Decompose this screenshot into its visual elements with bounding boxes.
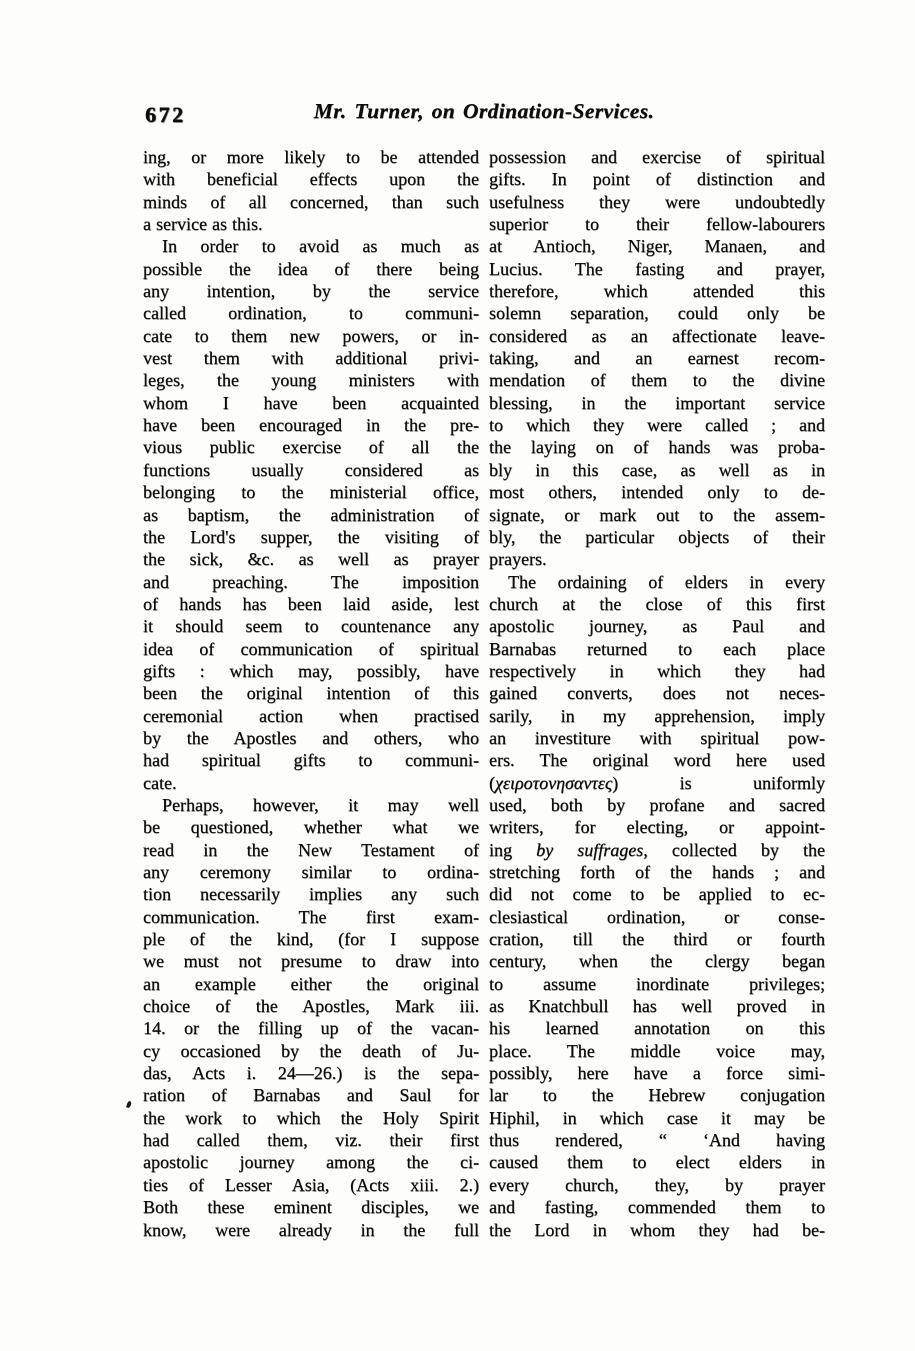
text-line: functions usually considered as [143,459,479,480]
text-line: belonging to the ministerial office, [143,482,479,503]
text-line: caused them to elect elders in [489,1152,825,1173]
text-line: as Knatchbull has well proved in [489,996,825,1017]
text-line: therefore, which attended this [489,281,825,302]
text-line: stretching forth of the hands ; and [489,862,825,882]
text-line: with beneficial effects upon the [143,169,479,190]
text-line: usefulness they were undoubtedly [489,191,825,212]
page-number: 672 [145,102,186,127]
text-line: signate, or mark out to the assem- [489,504,825,525]
text-line: the sick, &c. as well as prayer [143,549,479,570]
text-line: sarily, in my apprehension, imply [489,705,825,726]
text-line: any intention, by the service [143,281,479,302]
text-line: his learned annotation on this [489,1018,825,1039]
text-line: we must not presume to draw into [143,951,479,972]
text-line: possible the idea of there being [143,258,479,279]
text-line: Hiphil, in which case it may be [489,1107,825,1128]
text-line: a service as this. [143,214,263,235]
text-line: by the Apostles and others, who [143,727,479,748]
text-line: taking, and an earnest recom- [489,348,825,369]
text-line: thus rendered, “ ‘And having [489,1130,825,1151]
text-line: Lucius. The fasting and prayer, [489,258,825,279]
text-line: ing, or more likely to be attended [143,147,479,167]
text-line: know, were already in the full [143,1219,479,1240]
text-line: minds of all concerned, than such [143,191,479,212]
text-line: solemn separation, could only be [489,303,825,324]
text-line: ing by suffrages, collected by the [489,839,825,860]
text-line: ration of Barnabas and Saul for [143,1085,479,1106]
text-line: an example either the original [143,973,479,994]
text-line: Both these eminent disciples, we [143,1197,479,1218]
text-line: prayers. [489,549,547,570]
text-line: lar to the Hebrew conjugation [489,1085,825,1106]
text-line: idea of communication of spiritual [143,638,479,659]
text-line: be questioned, whether what we [143,817,479,838]
text-line: ties of Lesser Asia, (Acts xiii. 2.) [143,1174,479,1195]
text-line: and preaching. The imposition [143,571,479,592]
text-line: gained converts, does not neces- [489,683,825,704]
text-line: gifts : which may, possibly, have [143,660,479,681]
text-line: the Lord in whom they had be- [489,1219,825,1240]
text-line: mendation of them to the divine [489,370,825,391]
text-line: clesiastical ordination, or conse- [489,906,825,927]
right-column [489,146,825,1241]
text-columns [143,146,825,1241]
text-line: the laying on of hands was proba- [489,437,825,458]
text-line: possibly, here have a force simi- [489,1063,825,1084]
text-line: vest them with additional privi- [143,348,479,369]
text-line: writers, for electing, or appoint- [489,817,825,838]
text-line: considered as an affectionate leave- [489,325,825,346]
text-line: blessing, in the important service [489,392,825,413]
text-line: Perhaps, however, it may well [162,794,479,815]
text-line: ers. The original word here used [489,750,825,771]
text-line: tion necessarily implies any such [143,884,479,905]
text-line: communication. The first exam- [143,906,479,927]
text-line: as baptism, the administration of [143,504,479,525]
left-column [143,146,479,1241]
text-line: Barnabas returned to each place [489,638,825,659]
text-line: an investiture with spiritual pow- [489,727,825,748]
text-line: cate to them new powers, or in- [143,325,479,346]
text-line: of hands has been laid aside, lest [143,593,479,614]
text-line: did not come to be applied to ec- [489,884,825,905]
text-line: the Lord's supper, the visiting of [143,526,479,547]
text-line: bly in this case, as well as in [489,459,825,480]
text-line: have been encouraged in the pre- [143,415,479,436]
text-line: whom I have been acquainted [143,392,479,413]
text-line: bly, the particular objects of their [489,526,825,547]
text-line: had spiritual gifts to communi- [143,750,479,771]
text-line: called ordination, to communi- [143,303,479,324]
text-line: leges, the young ministers with [143,370,479,391]
text-line: possession and exercise of spiritual [489,147,825,167]
text-line: used, both by profane and sacred [489,794,825,815]
text-line: superior to their fellow-labourers [489,214,825,235]
text-line: to which they were called ; and [489,415,825,436]
text-line: cy occasioned by the death of Ju- [143,1040,479,1061]
running-title: Mr. Turner, on Ordination-Services. [313,99,655,123]
text-line: gifts. In point of distinction and [489,169,825,190]
text-line: das, Acts i. 24—26.) is the sepa- [143,1063,479,1084]
text-line: to assume inordinate privileges; [489,973,825,994]
text-line: ceremonial action when practised [143,705,479,726]
text-line: ple of the kind, (for I suppose [143,929,479,950]
page-header [143,99,825,131]
text-line: church at the close of this first [489,593,825,614]
text-line: the work to which the Holy Spirit [143,1107,479,1128]
text-line: vious public exercise of all the [143,437,479,458]
text-line: cate. [143,772,177,793]
scan-ink-speck [126,1101,132,1109]
text-line: century, when the clergy began [489,951,825,972]
text-line: The ordaining of elders in every [508,571,825,592]
text-line: it should seem to countenance any [143,616,479,637]
text-line: at Antioch, Niger, Manaen, and [489,236,825,257]
text-line: choice of the Apostles, Mark iii. [143,996,479,1017]
text-line: any ceremony similar to ordina- [143,862,479,882]
text-line: most others, intended only to de- [489,482,825,503]
text-line: apostolic journey among the ci- [143,1152,479,1173]
text-line: been the original intention of this [143,683,479,704]
text-line: had called them, viz. their first [143,1130,479,1151]
text-line: respectively in which they had [489,660,825,681]
text-line: and fasting, commended them to [489,1197,825,1218]
text-line: (χειροτονησαντες) is uniformly [489,772,825,793]
text-line: cration, till the third or fourth [489,929,825,950]
text-line: 14. or the filling up of the vacan- [143,1018,479,1039]
text-line: every church, they, by prayer [489,1174,825,1195]
text-line: place. The middle voice may, [489,1040,825,1061]
text-line: read in the New Testament of [143,839,479,860]
text-line: apostolic journey, as Paul and [489,616,825,637]
text-line: In order to avoid as much as [162,236,479,257]
